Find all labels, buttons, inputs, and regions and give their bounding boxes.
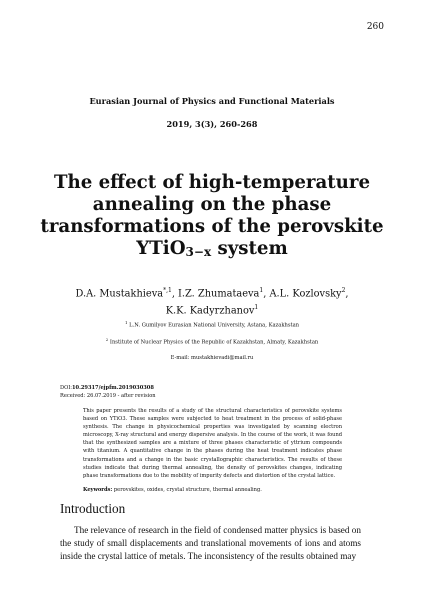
affiliation-1 <box>40 320 384 329</box>
author-2: , I.Z. Zhumataeva <box>171 288 260 300</box>
article-meta <box>60 384 156 400</box>
email-line <box>40 355 384 361</box>
affiliation-1-text: L.N. Gumilyov Eurasian National University, Astana, Kazakhstan <box>129 322 300 329</box>
received-label: Received: <box>60 393 86 399</box>
doi-label: DOI: <box>60 385 72 391</box>
author-3: , A.L. Kozlovsky <box>263 288 342 300</box>
affiliation-2 <box>40 337 384 346</box>
title-line-2: annealing on the phase <box>92 194 332 215</box>
page-number: 260 <box>366 22 384 32</box>
introduction-body <box>60 524 361 563</box>
author-list <box>55 284 369 319</box>
title-line-1: The effect of high-temperature <box>53 172 371 193</box>
author-3-affil: 2 <box>341 287 346 294</box>
journal-name: Eurasian Journal of Physics and Functional Materials <box>89 96 335 106</box>
authors-line-1 <box>55 284 369 301</box>
keywords-label: Keywords: <box>83 487 113 493</box>
introduction-paragraph: The relevance of research in the field of condensed matter physics is based on the study of small displacements and translational movements of ions and atoms inside the crystal lattice of metals. The inconsistency of the results obtained may <box>60 525 361 561</box>
keywords-line <box>83 487 342 493</box>
author-1: D.A. Mustakhieva <box>75 288 164 300</box>
formula-tail: system <box>217 238 288 259</box>
email-address[interactable]: mustakhievadi@mail.ru <box>191 355 254 361</box>
author-4: K.K. Kadyrzhanov <box>165 305 255 317</box>
section-heading-introduction: Introduction <box>60 501 126 516</box>
paper-title <box>40 172 384 263</box>
received-value: 26.07.2019 - after revision <box>86 393 156 399</box>
author-4-affil: 1 <box>254 304 259 312</box>
affiliation-2-text: Institute of Nuclear Physics of the Republic of Kazakhstan, Almaty, Kazakhstan <box>109 339 319 346</box>
formula-subscript: 3−x <box>185 245 212 259</box>
author-separator: , <box>345 288 349 300</box>
email-label: E-mail: <box>170 355 190 361</box>
authors-line-2 <box>55 301 369 318</box>
issue-info: 2019, 3(3), 260-268 <box>166 119 258 129</box>
author-1-affil: *,1 <box>163 287 172 294</box>
doi-line <box>60 384 156 392</box>
affiliation-1-number: 1 <box>124 320 128 325</box>
formula-base: YTiO <box>136 238 186 259</box>
affiliation-2-number: 2 <box>105 337 109 342</box>
keywords-value: perovskites, oxides, crystal structure, thermal annealing. <box>113 487 262 493</box>
doi-value[interactable]: 10.29317/ejpfm.2019030308 <box>72 385 154 391</box>
abstract-text: This paper presents the results of a study of the structural characteristics of perovskite systems based on YTiO3. These samples were subjected to heat treatment in the process of solid-phase synthesis. The change in physicochemical properties was investigated by scanning electron microscopy, X-ray structural and energy dispersive analysis. In the course of the work, it was found that the synthesized samples are a mixture of three phases characteristic of yttrium compounds with titanium. A quantitative change in the phases during the heat treatment indicates phase transformations and a change in the basic crystallographic characteristics. The results of these studies indicate that during thermal annealing, the density of perovskites changes, indicating phase transformations due to the mobility of impurity defects and distortion of the crystal lattice. <box>83 408 342 479</box>
title-line-3: transformations of the perovskite <box>40 216 384 237</box>
title-line-4 <box>40 238 384 263</box>
received-line <box>60 392 156 400</box>
author-2-affil: 1 <box>259 287 264 294</box>
